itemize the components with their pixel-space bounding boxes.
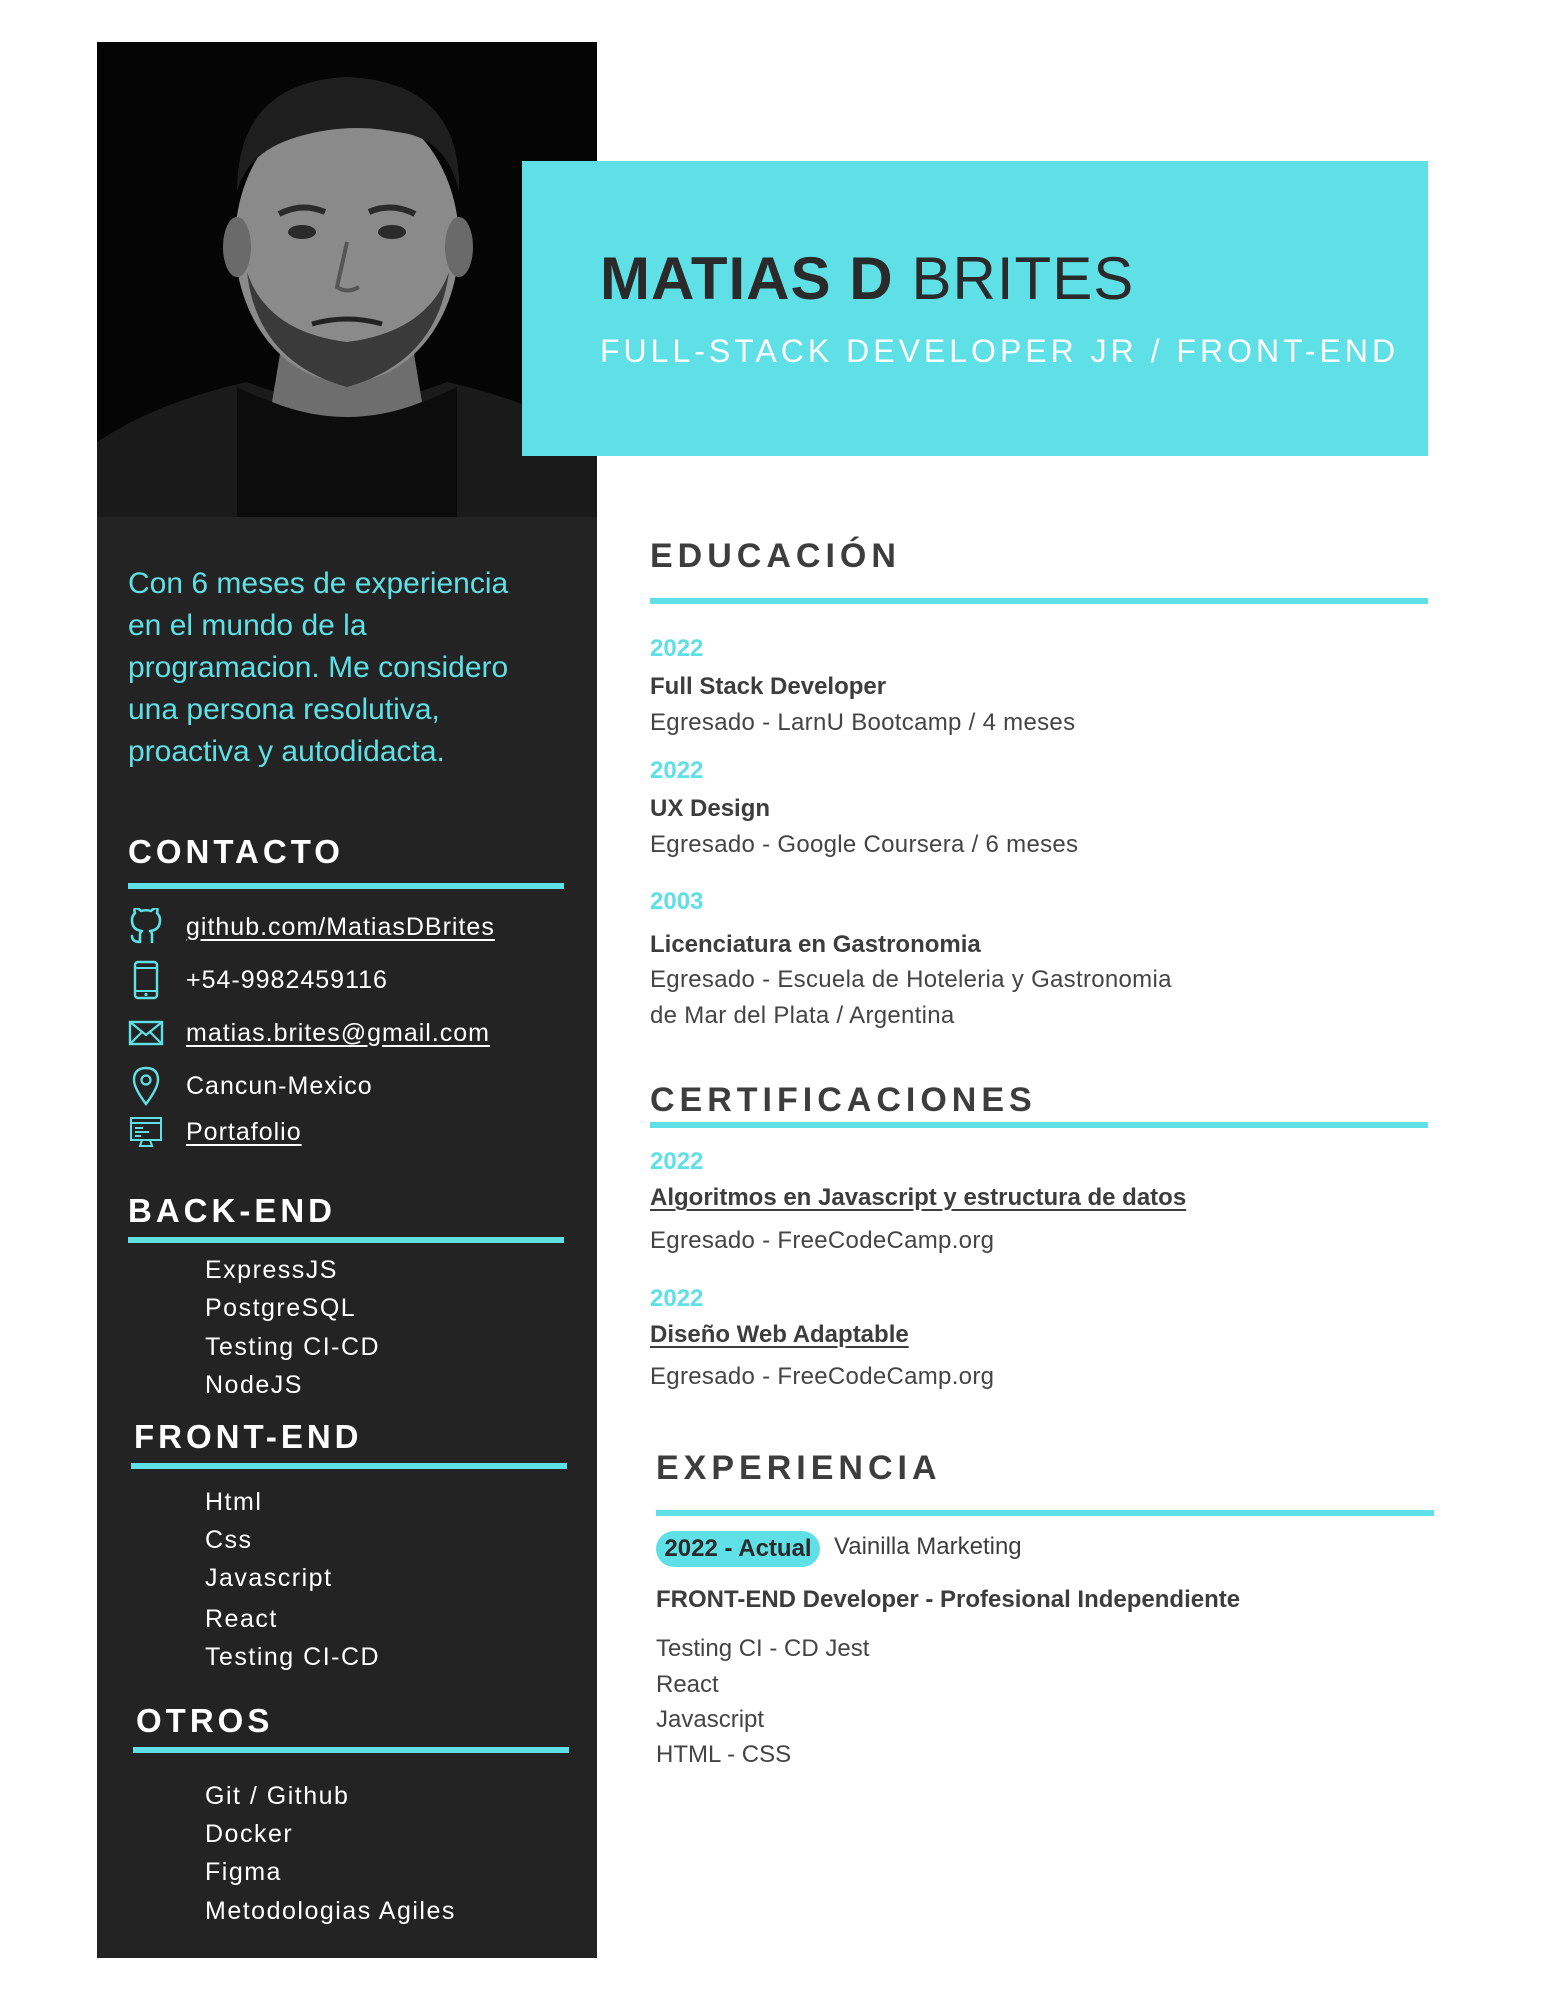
education-year: 2003 — [650, 888, 704, 915]
otros-heading: OTROS — [136, 1702, 274, 1739]
contact-github[interactable] — [128, 906, 495, 948]
first-name: MATIAS D — [600, 245, 894, 312]
education-title: Full Stack Developer — [650, 673, 887, 700]
contact-location — [128, 1065, 373, 1107]
education-desc: Egresado - Google Coursera / 6 meses — [650, 831, 1079, 858]
experience-item: Testing CI - CD Jest — [656, 1635, 870, 1662]
education-desc-line2: de Mar del Plata / Argentina — [650, 1002, 955, 1029]
backend-skill: PostgreSQL — [205, 1294, 357, 1322]
education-desc: Egresado - Escuela de Hoteleria y Gastronomia — [650, 966, 1172, 993]
backend-heading: BACK-END — [128, 1192, 336, 1229]
contact-divider — [128, 883, 564, 889]
experience-item: Javascript — [656, 1706, 765, 1733]
frontend-skill: Html — [205, 1488, 263, 1516]
portfolio-icon — [128, 1112, 164, 1152]
location-text: Cancun-Mexico — [186, 1071, 373, 1100]
email-link[interactable]: matias.brites@gmail.com — [186, 1018, 491, 1047]
experience-period-badge: 2022 - Actual — [656, 1531, 820, 1567]
certification-title[interactable]: Diseño Web Adaptable — [650, 1321, 909, 1348]
profile-summary: Con 6 meses de experiencia en el mundo de la programacion. Me considero una persona resolutiva, proactiva y autodidacta. — [128, 567, 509, 768]
mail-icon — [128, 1013, 164, 1053]
experience-item: HTML - CSS — [656, 1741, 792, 1768]
github-icon — [128, 907, 164, 947]
education-heading: EDUCACIÓN — [650, 537, 901, 575]
education-divider — [650, 598, 1428, 604]
education-title: Licenciatura en Gastronomia — [650, 931, 981, 958]
experience-item: React — [656, 1671, 719, 1698]
contact-portfolio[interactable] — [128, 1111, 302, 1153]
phone-icon — [128, 960, 164, 1000]
frontend-divider — [131, 1463, 567, 1469]
job-title: FULL-STACK DEVELOPER JR / FRONT-END — [600, 333, 1400, 369]
backend-skill: ExpressJS — [205, 1256, 338, 1284]
experience-company: Vainilla Marketing — [834, 1533, 1022, 1560]
education-year: 2022 — [650, 757, 704, 784]
phone-number: +54-9982459116 — [186, 965, 388, 994]
otros-skill: Metodologias Agiles — [205, 1897, 456, 1925]
certifications-divider — [650, 1122, 1428, 1128]
frontend-skill: Testing CI-CD — [205, 1643, 381, 1671]
full-name — [600, 244, 1134, 313]
experience-role: FRONT-END Developer - Profesional Independiente — [656, 1586, 1241, 1613]
contact-heading: CONTACTO — [128, 833, 344, 870]
education-desc: Egresado - LarnU Bootcamp / 4 meses — [650, 709, 1076, 736]
education-title: UX Design — [650, 795, 771, 822]
experience-heading: EXPERIENCIA — [656, 1449, 942, 1487]
frontend-heading: FRONT-END — [134, 1418, 363, 1455]
backend-skill: NodeJS — [205, 1371, 303, 1399]
frontend-skill: React — [205, 1605, 278, 1633]
frontend-skill: Css — [205, 1526, 253, 1554]
experience-divider — [656, 1510, 1434, 1516]
certification-title[interactable]: Algoritmos en Javascript y estructura de datos — [650, 1184, 1187, 1211]
otros-skill: Figma — [205, 1858, 282, 1886]
contact-phone — [128, 959, 388, 1001]
otros-skill: Docker — [205, 1820, 294, 1848]
certification-year: 2022 — [650, 1148, 704, 1175]
certification-desc: Egresado - FreeCodeCamp.org — [650, 1363, 995, 1390]
portfolio-link[interactable]: Portafolio — [186, 1117, 302, 1146]
location-pin-icon — [128, 1066, 164, 1106]
otros-skill: Git / Github — [205, 1782, 350, 1810]
education-year: 2022 — [650, 635, 704, 662]
certifications-heading: CERTIFICACIONES — [650, 1081, 1037, 1119]
frontend-skill: Javascript — [205, 1564, 333, 1592]
backend-divider — [128, 1237, 564, 1243]
certification-year: 2022 — [650, 1285, 704, 1312]
contact-email[interactable] — [128, 1012, 491, 1054]
backend-skill: Testing CI-CD — [205, 1333, 381, 1361]
github-link[interactable]: github.com/MatiasDBrites — [186, 912, 495, 941]
certification-desc: Egresado - FreeCodeCamp.org — [650, 1227, 995, 1254]
last-name: BRITES — [911, 245, 1135, 312]
otros-divider — [133, 1747, 569, 1753]
